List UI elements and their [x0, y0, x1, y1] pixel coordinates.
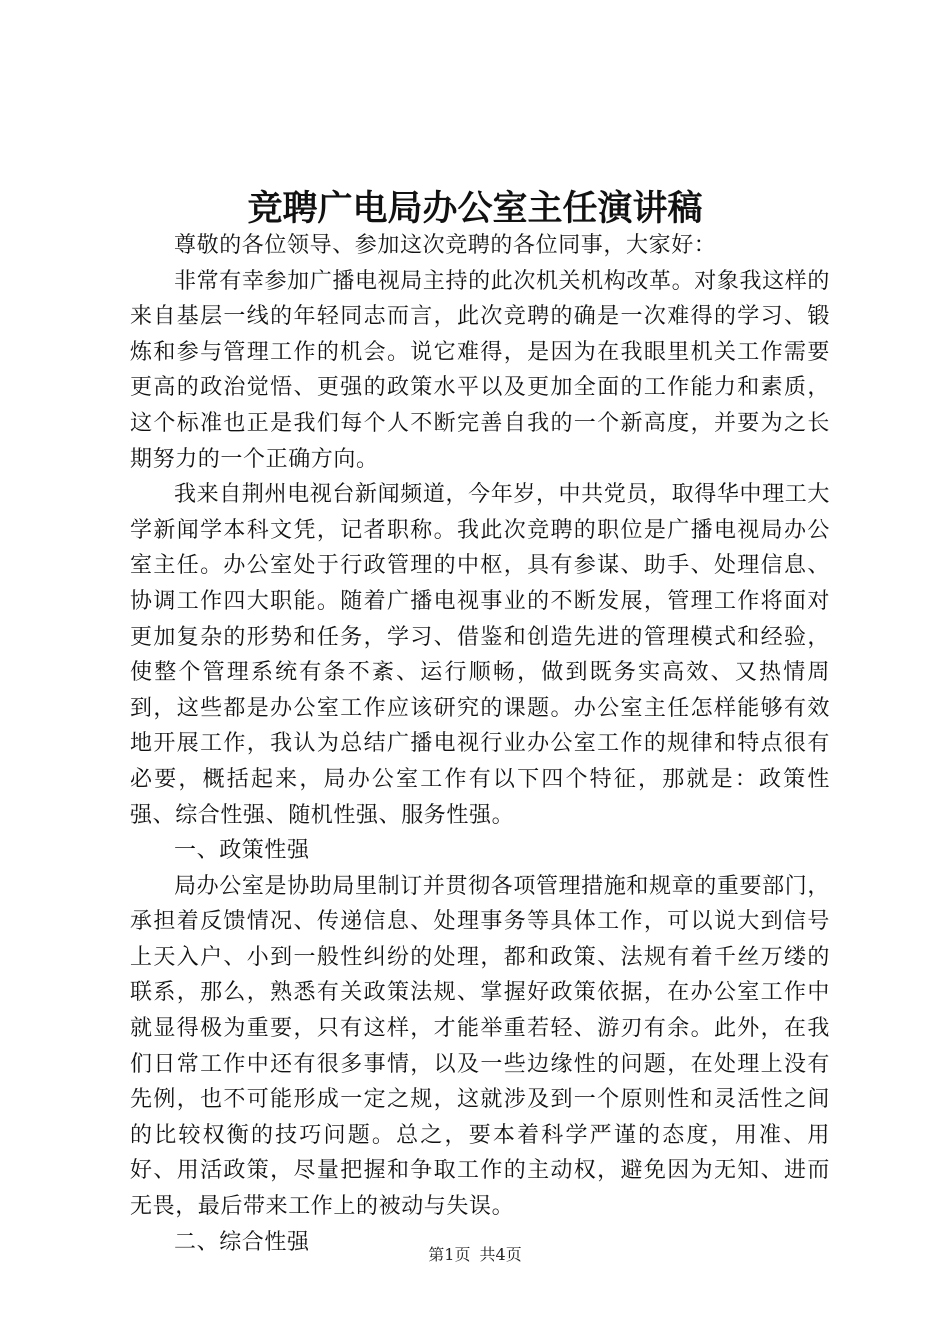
section-heading-1: 一、政策性强 [174, 838, 310, 864]
document-body [130, 228, 830, 1260]
document-title: 竞聘广电局办公室主任演讲稿 [247, 189, 703, 229]
page-footer [0, 1244, 950, 1266]
policy-paragraph: 局办公室是协助局里制订并贯彻各项管理措施和规章的重要部门，承担着反馈情况、传递信息、处理事务等具体工作，可以说大到信号上天入户、小到一般性纠纷的处理，都和政策、法规有着千丝万缕的联系，那么，熟悉有关政策法规、掌握好政策依据，在办公室工作中就显得极为重要，只有这样，才能举重若轻、游刃有余。此外，在我们日常工作中还有很多事情，以及一些边缘性的问题，在处理上没有先例，也不可能形成一定之规，这就涉及到一个原则性和灵活性之间的比较权衡的技巧问题。总之，要本着科学严谨的态度，用准、用好、用活政策，尽量把握和争取工作的主动权，避免因为无知、进而无畏，最后带来工作上的被动与失误。 [130, 873, 830, 1220]
page-number: 第1页 [428, 1245, 471, 1264]
self-introduction-paragraph: 我来自荆州电视台新闻频道，今年岁，中共党员，取得华中理工大学新闻学本科文凭，记者职称。我此次竞聘的职位是广播电视局办公室主任。办公室处于行政管理的中枢，具有参谋、助手、处理信息、协调工作四大职能。随着广播电视事业的不断发展，管理工作将面对更加复杂的形势和任务，学习、借鉴和创造先进的管理模式和经验，使整个管理系统有条不紊、运行顺畅，做到既务实高效、又热情周到，这些都是办公室工作应该研究的课题。办公室主任怎样能够有效地开展工作，我认为总结广播电视行业办公室工作的规律和特点很有必要，概括起来，局办公室工作有以下四个特征，那就是：政策性强、综合性强、随机性强、服务性强。 [130, 482, 830, 828]
greeting-paragraph: 尊敬的各位领导、参加这次竞聘的各位同事，大家好： [174, 233, 717, 258]
section-heading-2: 二、综合性强 [174, 1229, 310, 1255]
total-pages: 共4页 [479, 1245, 522, 1264]
intro-paragraph: 非常有幸参加广播电视局主持的此次机关机构改革。对象我这样的来自基层一线的年轻同志而言，此次竞聘的确是一次难得的学习、锻炼和参与管理工作的机会。说它难得，是因为在我眼里机关工作需要更高的政治觉悟、更强的政策水平以及更加全面的工作能力和素质，这个标准也正是我们每个人不断完善自我的一个新高度，并要为之长期努力的一个正确方向。 [130, 268, 830, 472]
